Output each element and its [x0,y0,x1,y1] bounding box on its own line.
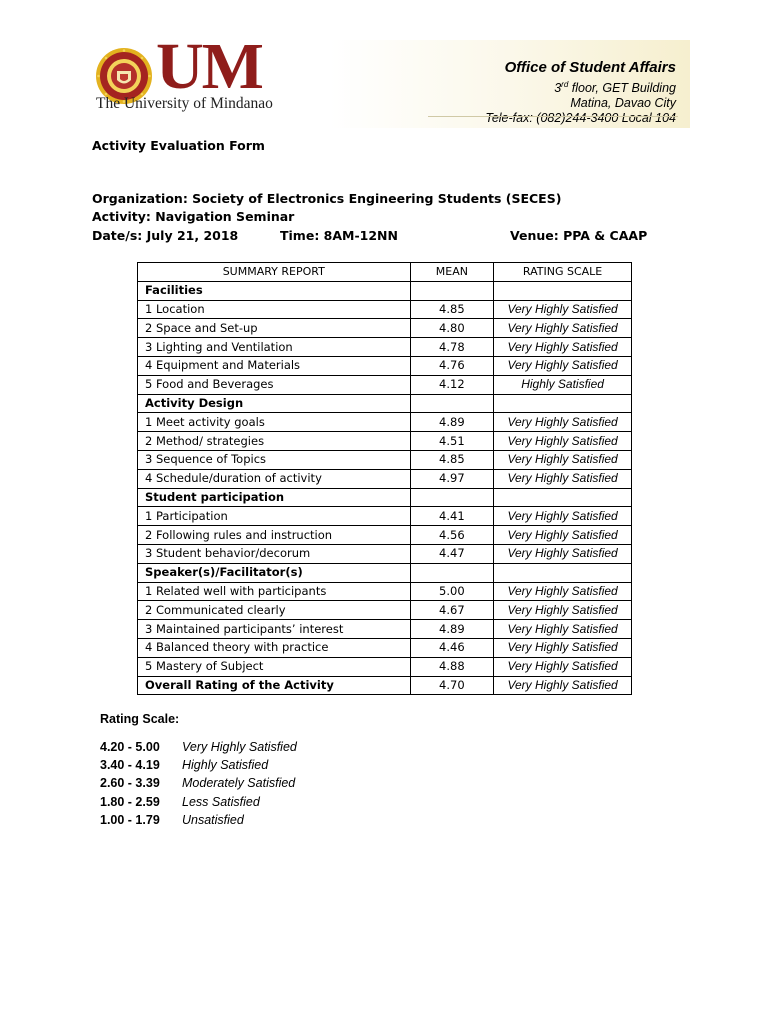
row-rating: Very Highly Satisfied [494,338,632,357]
venue: Venue: PPA & CAAP [510,228,648,243]
row-label: 5 Food and Beverages [138,375,411,394]
row-label: 1 Meet activity goals [138,413,411,432]
rating-range: 2.60 - 3.39 [100,776,160,791]
table-row [138,657,632,676]
row-mean: 4.51 [410,432,494,451]
table-row [138,582,632,601]
dates: Date/s: July 21, 2018 [92,228,239,243]
row-mean: 4.47 [410,544,494,563]
office-address-block [485,59,676,126]
row-rating: Very Highly Satisfied [494,638,632,657]
table-row [138,300,632,319]
row-mean: 4.89 [410,620,494,639]
rating-scale-item [100,813,400,831]
row-label: 2 Space and Set-up [138,319,411,338]
row-rating: Very Highly Satisfied [494,544,632,563]
table-row [138,620,632,639]
time: Time: 8AM-12NN [280,228,398,243]
table-section-row [138,563,632,582]
rating-scale-item [100,740,400,758]
row-label: 2 Following rules and instruction [138,526,411,545]
row-mean: 4.12 [410,375,494,394]
row-mean: 4.46 [410,638,494,657]
table-row [138,338,632,357]
row-label: 3 Student behavior/decorum [138,544,411,563]
row-rating: Very Highly Satisfied [494,432,632,451]
organization-line: Organization: Society of Electronics Engineering Students (SECES) [92,191,562,206]
table-section-row [138,394,632,413]
row-label: 1 Location [138,300,411,319]
row-label: Student participation [138,488,411,507]
rating-description: Highly Satisfied [182,758,269,773]
rating-description: Less Satisfied [182,794,260,809]
office-title: Office of Student Affairs [504,59,676,76]
row-rating: Very Highly Satisfied [494,450,632,469]
row-rating [494,394,632,413]
row-rating [494,488,632,507]
row-label: 2 Communicated clearly [138,601,411,620]
address-floor: 3rd floor, GET Building [554,80,676,96]
row-rating: Very Highly Satisfied [494,526,632,545]
row-mean [410,281,494,300]
row-rating: Very Highly Satisfied [494,300,632,319]
row-mean: 4.89 [410,413,494,432]
table-row [138,450,632,469]
rating-scale-title: Rating Scale: [100,712,180,726]
row-label: Facilities [138,281,411,300]
table-overall-row [138,676,632,695]
activity-line: Activity: Navigation Seminar [92,209,295,224]
row-rating [494,281,632,300]
table-body [138,281,632,695]
date-time-venue-row [92,228,652,244]
telefax: Tele-fax: (082)244-3400 Local 104 [485,111,676,126]
row-label: 5 Mastery of Subject [138,657,411,676]
table-row [138,638,632,657]
row-mean [410,563,494,582]
row-mean: 4.85 [410,450,494,469]
row-label: 3 Sequence of Topics [138,450,411,469]
um-logo-text: UM [156,30,262,103]
row-rating: Very Highly Satisfied [494,469,632,488]
table-header-row [138,263,632,282]
rating-scale-list [100,740,400,831]
row-label: 4 Equipment and Materials [138,356,411,375]
rating-range: 4.20 - 5.00 [100,740,160,754]
table-row [138,469,632,488]
table-row [138,413,632,432]
row-mean: 4.56 [410,526,494,545]
row-label: 1 Related well with participants [138,582,411,601]
rating-scale-item [100,776,400,794]
row-rating: Very Highly Satisfied [494,620,632,639]
row-rating: Very Highly Satisfied [494,319,632,338]
row-rating: Very Highly Satisfied [494,657,632,676]
address-city: Matina, Davao City [570,96,676,111]
row-mean: 4.78 [410,338,494,357]
rating-description: Very Highly Satisfied [182,740,297,754]
form-title: Activity Evaluation Form [92,138,265,153]
row-mean [410,394,494,413]
table-section-row [138,488,632,507]
row-mean: 5.00 [410,582,494,601]
table-section-row [138,281,632,300]
row-rating: Very Highly Satisfied [494,413,632,432]
row-mean: 4.76 [410,356,494,375]
row-mean: 4.67 [410,601,494,620]
row-label: 3 Lighting and Ventilation [138,338,411,357]
row-label: Overall Rating of the Activity [138,676,411,695]
header-rating-scale: RATING SCALE [494,263,632,282]
row-rating: Very Highly Satisfied [494,582,632,601]
header-mean: MEAN [410,263,494,282]
row-label: 2 Method/ strategies [138,432,411,451]
row-mean [410,488,494,507]
row-label: 3 Maintained participants’ interest [138,620,411,639]
rating-scale-item [100,795,400,813]
table-row [138,507,632,526]
row-mean: 4.85 [410,300,494,319]
table-row [138,601,632,620]
row-label: 4 Balanced theory with practice [138,638,411,657]
row-mean: 4.97 [410,469,494,488]
rating-range: 1.80 - 2.59 [100,794,160,809]
university-name: The University of Mindanao [96,95,273,112]
table-row [138,526,632,545]
header-summary-report: SUMMARY REPORT [138,263,411,282]
row-mean: 4.41 [410,507,494,526]
row-rating: Highly Satisfied [494,375,632,394]
rating-description: Unsatisfied [182,812,244,827]
row-mean: 4.80 [410,319,494,338]
row-label: Activity Design [138,394,411,413]
rating-range: 1.00 - 1.79 [100,812,160,827]
row-rating: Very Highly Satisfied [494,507,632,526]
row-rating: Very Highly Satisfied [494,356,632,375]
header-rule [428,116,678,117]
row-rating: Very Highly Satisfied [494,676,632,695]
table-row [138,432,632,451]
row-label: 1 Participation [138,507,411,526]
table-row [138,544,632,563]
rating-scale-item [100,758,400,776]
row-label: Speaker(s)/Facilitator(s) [138,563,411,582]
row-rating [494,563,632,582]
table-row [138,375,632,394]
rating-range: 3.40 - 4.19 [100,758,160,773]
row-label: 4 Schedule/duration of activity [138,469,411,488]
table-row [138,319,632,338]
row-rating: Very Highly Satisfied [494,601,632,620]
row-mean: 4.70 [410,676,494,695]
table-row [138,356,632,375]
summary-report-table [137,262,632,695]
row-mean: 4.88 [410,657,494,676]
rating-description: Moderately Satisfied [182,776,296,791]
